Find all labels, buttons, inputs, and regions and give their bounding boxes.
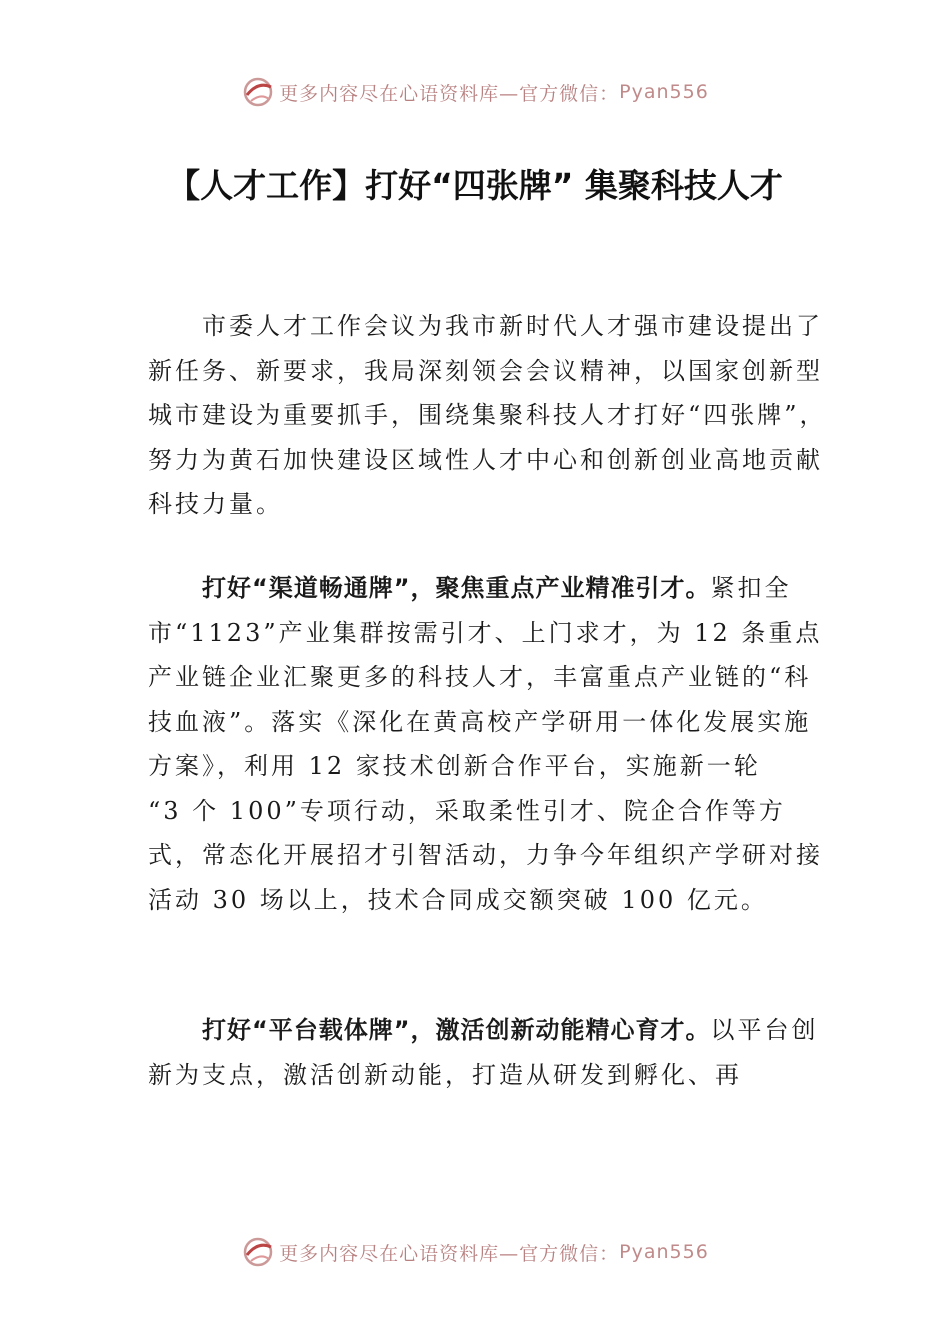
paragraph-line-block [148,789,838,923]
document-title: 【人才工作】打好“四张牌” 集聚科技人才 [167,166,783,205]
brand-logo-icon [241,1235,275,1269]
watermark-wechat-id: Pyan556 [619,1241,709,1263]
paragraph-lead: 打好“平台载体牌”，激活创新动能精心育才。 [202,1016,711,1044]
paragraph-body: 紧扣全市“1123”产业集群按需引才、上门求才，为 12 条重点产业链企业汇聚更多的科技人才，丰富重点产业链的“科技血液”。落实《深化在黄高校产学研用一体化发展实施方案》，利用 12 家技术创新合作平台，实施新一轮 [148,574,823,780]
paragraph-body: 以平台创新为支点，激活创新动能，打造从研发到孵化、再 [148,1016,819,1089]
paragraph-lead: 打好“渠道畅通牌”，聚焦重点产业精准引才。 [202,574,711,602]
paragraph-intro [148,304,838,527]
watermark-wechat-id: Pyan556 [619,81,709,103]
paragraph-channel [148,566,838,922]
paragraph-line-block [148,566,838,789]
watermark-text: 更多内容尽在心语资料库—官方微信： [279,1242,620,1265]
paragraph-platform [148,1008,838,1097]
watermark-header [0,72,950,112]
watermark-text: 更多内容尽在心语资料库—官方微信： [279,82,620,105]
paragraph-body: “3 个 100”专项行动，采取柔性引才、院企合作等方式，常态化开展招才引智活动，力争今年组织产学研对接活动 30 场以上，技术合同成交额突破 100 亿元。 [148,796,823,914]
paragraph-body: 市委人才工作会议为我市新时代人才强市建设提出了新任务、新要求，我局深刻领会会议精神，以国家创新型城市建设为重要抓手，围绕集聚科技人才打好“四张牌”，努力为黄石加快建设区域性人才中心和创新创业高地贡献科技力量。 [148,312,827,518]
watermark-footer [0,1232,950,1272]
brand-logo-icon [241,75,275,109]
